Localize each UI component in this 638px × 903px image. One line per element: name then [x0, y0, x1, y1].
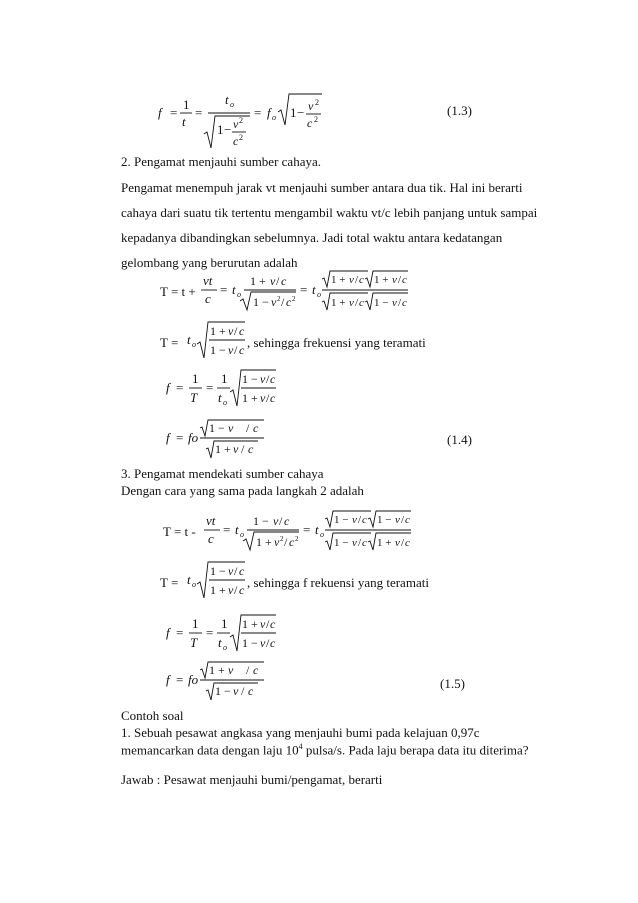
svg-text:1 −: 1 − — [334, 514, 349, 526]
svg-text:1 +: 1 + — [209, 663, 225, 677]
svg-text:c: c — [208, 531, 214, 546]
contoh-soal-line-2-pre: memancarkan data dengan laju 10 — [121, 742, 299, 758]
svg-text:v: v — [395, 537, 400, 549]
svg-text:1 −: 1 − — [242, 636, 258, 650]
svg-text:v: v — [274, 535, 280, 549]
svg-text:t: t — [187, 332, 191, 347]
svg-text:vt: vt — [206, 513, 216, 528]
svg-text:/: / — [398, 274, 402, 286]
svg-text:1 +: 1 + — [377, 537, 392, 549]
svg-text:c: c — [362, 537, 367, 549]
svg-text:/: / — [281, 295, 285, 309]
svg-text:1 −: 1 − — [210, 564, 226, 578]
svg-text:/: / — [355, 297, 359, 309]
svg-text:2: 2 — [314, 115, 318, 124]
contoh-soal-line-2 — [121, 742, 529, 758]
svg-text:c: c — [248, 442, 254, 456]
svg-text:v: v — [260, 372, 266, 386]
section-2-heading: 2. Pengamat menjauhi sumber cahaya. — [121, 154, 321, 169]
svg-text:=: = — [300, 282, 308, 297]
svg-text:1 −: 1 − — [334, 537, 349, 549]
svg-text:t: t — [218, 635, 222, 650]
equation-T-label-section-3: T = — [160, 575, 179, 590]
svg-text:c: c — [362, 514, 367, 526]
svg-text:2: 2 — [315, 98, 319, 107]
svg-text:v: v — [228, 421, 234, 435]
equation-number-1-5: (1.5) — [440, 676, 465, 691]
svg-text:1 −: 1 − — [253, 295, 269, 309]
svg-text:v: v — [352, 537, 357, 549]
svg-text:t: t — [315, 522, 319, 537]
svg-text:fo: fo — [188, 430, 199, 445]
svg-text:f: f — [166, 430, 170, 445]
svg-text:vt: vt — [203, 273, 213, 288]
svg-text:c: c — [359, 274, 364, 286]
svg-text:1 −: 1 − — [209, 421, 225, 435]
svg-text:c: c — [239, 583, 245, 597]
section-3-line-2: Dengan cara yang sama pada langkah 2 adalah — [121, 483, 364, 498]
svg-text:2: 2 — [239, 133, 243, 142]
equation-f-section-2 — [160, 368, 280, 410]
svg-text:=: = — [206, 625, 214, 640]
svg-text:/: / — [266, 391, 270, 405]
svg-text:c: c — [405, 537, 410, 549]
svg-text:v: v — [228, 564, 234, 578]
svg-text:2: 2 — [277, 295, 281, 303]
svg-text:c: c — [239, 343, 245, 357]
svg-text:/: / — [234, 583, 238, 597]
svg-text:t: t — [187, 572, 191, 587]
svg-text:o: o — [223, 643, 227, 652]
svg-text:t: t — [182, 114, 186, 129]
svg-text:o: o — [240, 530, 244, 539]
svg-text:=: = — [170, 105, 178, 120]
svg-text:/: / — [266, 636, 270, 650]
svg-text:/: / — [279, 514, 283, 528]
svg-text:1 −: 1 − — [374, 297, 389, 309]
section-2-paragraph-line-3: kepadanya dibandingkan sebelumnya. Jadi total waktu antara kedatangan — [121, 230, 503, 245]
equation-T-plus — [200, 270, 420, 318]
svg-text:o: o — [317, 290, 321, 299]
svg-text:=: = — [220, 282, 228, 297]
svg-text:1 +: 1 + — [215, 442, 231, 456]
equation-1-5 — [160, 660, 280, 702]
svg-text:/: / — [234, 564, 238, 578]
svg-text:o: o — [192, 580, 196, 589]
svg-text:/: / — [358, 514, 362, 526]
svg-text:T: T — [190, 390, 198, 405]
svg-text:c: c — [402, 274, 407, 286]
section-2-paragraph-line-2: cahaya dari suatu tik tertentu mengambil waktu vt/c lebih panjang untuk sampai — [121, 205, 538, 220]
svg-text:c: c — [248, 684, 254, 698]
equation-T-sqrt — [187, 320, 247, 362]
svg-text:/: / — [358, 537, 362, 549]
svg-text:v: v — [233, 442, 239, 456]
svg-text:/: / — [246, 421, 250, 435]
section-3-heading: 3. Pengamat mendekati sumber cahaya — [121, 466, 324, 481]
contoh-soal-line-1: 1. Sebuah pesawat angkasa yang menjauhi bumi pada kelajuan 0,97c — [121, 725, 480, 740]
svg-text:c: c — [286, 295, 292, 309]
svg-text:v: v — [349, 297, 354, 309]
svg-text:/: / — [401, 537, 405, 549]
svg-text:t: t — [225, 92, 229, 107]
svg-text:c: c — [405, 514, 410, 526]
svg-text:2: 2 — [295, 535, 299, 543]
svg-text:1 +: 1 + — [331, 274, 346, 286]
svg-text:f: f — [267, 105, 271, 120]
contoh-soal-line-2-post: pulsa/s. Pada laju berapa data itu diterima? — [302, 742, 529, 758]
svg-text:1 +: 1 + — [242, 391, 258, 405]
svg-text:o: o — [237, 290, 241, 299]
svg-text:fo: fo — [188, 672, 199, 687]
svg-text:=: = — [254, 105, 262, 120]
svg-text:/: / — [284, 535, 288, 549]
equation-T-minus-label: T = t - — [163, 524, 196, 539]
svg-text:/: / — [266, 617, 270, 631]
contoh-soal-exponent: 4 — [298, 742, 303, 751]
svg-text:1 +: 1 + — [210, 324, 226, 338]
svg-text:=: = — [176, 380, 184, 395]
svg-text:c: c — [270, 636, 276, 650]
svg-text:c: c — [270, 617, 276, 631]
svg-text:v: v — [228, 663, 234, 677]
svg-text:v: v — [271, 295, 277, 309]
svg-text:T: T — [190, 635, 198, 650]
svg-text:1: 1 — [221, 616, 228, 631]
svg-text:1: 1 — [192, 371, 199, 386]
svg-text:/: / — [241, 442, 245, 456]
equation-f-section-3 — [160, 613, 280, 655]
svg-text:o: o — [272, 113, 276, 122]
svg-text:1: 1 — [290, 105, 297, 120]
svg-text:v: v — [233, 684, 239, 698]
svg-text:t: t — [218, 390, 222, 405]
svg-text:o: o — [223, 398, 227, 407]
equation-T-label: T = — [160, 335, 179, 350]
svg-text:−: − — [224, 122, 232, 137]
svg-text:f: f — [166, 625, 170, 640]
svg-text:v: v — [349, 274, 354, 286]
svg-text:t: t — [232, 282, 236, 297]
svg-text:1: 1 — [217, 122, 224, 137]
svg-text:o: o — [230, 100, 234, 109]
svg-text:t: t — [312, 282, 316, 297]
svg-text:v: v — [228, 583, 234, 597]
svg-text:t: t — [235, 522, 239, 537]
svg-text:v: v — [228, 343, 234, 357]
svg-text:/: / — [246, 663, 250, 677]
svg-text:/: / — [398, 297, 402, 309]
svg-text:1 +: 1 + — [250, 274, 266, 288]
svg-text:−: − — [297, 105, 305, 120]
svg-text:c: c — [239, 324, 245, 338]
svg-text:c: c — [205, 291, 211, 306]
equation-T-sqrt-section-3 — [187, 560, 247, 602]
svg-text:1 +: 1 + — [331, 297, 346, 309]
svg-text:c: c — [307, 116, 313, 130]
svg-text:1: 1 — [183, 97, 190, 112]
equation-T-minus — [203, 510, 423, 558]
svg-text:=: = — [303, 522, 311, 537]
svg-text:=: = — [206, 380, 214, 395]
section-2-sehingga-text: , sehingga frekuensi yang teramati — [247, 335, 426, 350]
svg-text:v: v — [392, 274, 397, 286]
svg-text:/: / — [276, 274, 280, 288]
svg-text:=: = — [176, 430, 184, 445]
svg-text:1 −: 1 − — [377, 514, 392, 526]
svg-text:/: / — [241, 684, 245, 698]
svg-text:1: 1 — [221, 371, 228, 386]
svg-text:=: = — [176, 625, 184, 640]
svg-text:c: c — [239, 564, 245, 578]
svg-text:c: c — [253, 663, 259, 677]
svg-text:v: v — [260, 391, 266, 405]
svg-text:c: c — [270, 372, 276, 386]
svg-text:=: = — [176, 672, 184, 687]
svg-text:v: v — [228, 324, 234, 338]
svg-text:=: = — [195, 105, 203, 120]
equation-1-4 — [160, 418, 280, 460]
svg-text:2: 2 — [280, 535, 284, 543]
equation-number-1-4: (1.4) — [447, 432, 472, 447]
svg-text:v: v — [395, 514, 400, 526]
svg-text:2: 2 — [292, 295, 296, 303]
svg-text:c: c — [359, 297, 364, 309]
svg-text:v: v — [233, 117, 239, 131]
svg-text:f: f — [166, 380, 170, 395]
svg-text:v: v — [352, 514, 357, 526]
svg-text:1 −: 1 − — [253, 514, 269, 528]
svg-text:v: v — [392, 297, 397, 309]
svg-text:1: 1 — [192, 616, 199, 631]
svg-text:1 +: 1 + — [256, 535, 272, 549]
svg-text:f: f — [166, 672, 170, 687]
svg-text:c: c — [289, 535, 295, 549]
svg-text:o: o — [192, 340, 196, 349]
equation-T-plus-label: T = t + — [160, 284, 196, 299]
svg-text:1 −: 1 − — [215, 684, 231, 698]
svg-text:c: c — [253, 421, 259, 435]
svg-text:/: / — [266, 372, 270, 386]
svg-text:c: c — [270, 391, 276, 405]
contoh-soal-title: Contoh soal — [121, 708, 184, 723]
svg-text:v: v — [273, 514, 279, 528]
svg-text:v: v — [260, 617, 266, 631]
svg-text:c: c — [284, 514, 290, 528]
section-2-paragraph-line-4: gelombang yang berurutan adalah — [121, 255, 298, 270]
jawab-line: Jawab : Pesawat menjauhi bumi/pengamat, berarti — [121, 772, 383, 787]
section-2-paragraph-line-1: Pengamat menempuh jarak vt menjauhi sumber antara dua tik. Hal ini berarti — [121, 180, 523, 195]
svg-text:1 +: 1 + — [374, 274, 389, 286]
svg-text:/: / — [401, 514, 405, 526]
svg-text:v: v — [260, 636, 266, 650]
svg-text:1 +: 1 + — [242, 617, 258, 631]
svg-text:c: c — [233, 134, 239, 148]
svg-text:o: o — [320, 530, 324, 539]
svg-text:=: = — [223, 522, 231, 537]
svg-text:v: v — [308, 99, 314, 113]
svg-text:f: f — [158, 105, 162, 120]
svg-text:/: / — [234, 343, 238, 357]
svg-text:/: / — [234, 324, 238, 338]
svg-text:2: 2 — [239, 116, 243, 125]
equation-number-1-3: (1.3) — [447, 103, 472, 118]
svg-text:c: c — [402, 297, 407, 309]
svg-text:v: v — [270, 274, 276, 288]
equation-1-3 — [150, 90, 350, 152]
svg-text:c: c — [281, 274, 287, 288]
svg-text:1 −: 1 − — [242, 372, 258, 386]
svg-text:1 −: 1 − — [210, 343, 226, 357]
section-3-sehingga-text: , sehingga f rekuensi yang teramati — [247, 575, 429, 590]
svg-text:1 +: 1 + — [210, 583, 226, 597]
svg-text:/: / — [355, 274, 359, 286]
